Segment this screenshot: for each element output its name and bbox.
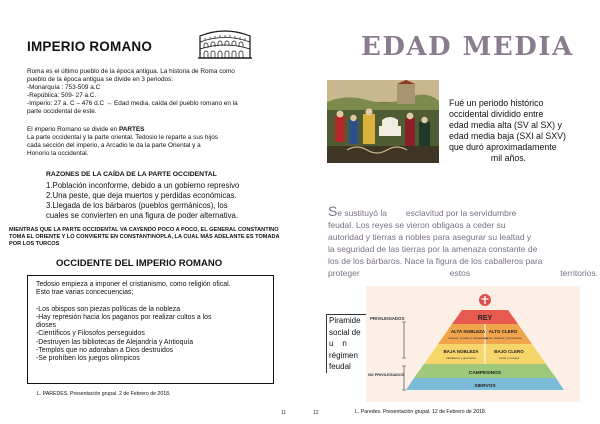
feudal-line bbox=[328, 205, 598, 219]
box-item: -Destruyen las bibliotecas de Alejandría y Antioquía bbox=[36, 338, 194, 346]
intro-line: -Imperio: 27 a. C – 476 d.C → Edad media, caída del pueblo romano en la bbox=[27, 100, 238, 107]
fue-line: Fué un periodo histórico bbox=[449, 98, 544, 108]
box-intro-line: Esto trae varias concecuencias; bbox=[36, 289, 134, 297]
razon-item: 1.Población inconforme, debido a un gobierno represivo bbox=[46, 181, 240, 190]
colosseum-illustration bbox=[196, 24, 254, 62]
intro-line: -República: 509- 27 a.C. bbox=[27, 92, 97, 99]
piramide-word: régimen bbox=[329, 350, 358, 360]
feudal-paragraph bbox=[328, 205, 598, 279]
razones-list bbox=[46, 181, 276, 221]
fue-line: mil años. bbox=[490, 153, 527, 163]
feudal-line: los de los bárbaros. Nace la figura de los caballeros para bbox=[328, 256, 543, 266]
medieval-painting bbox=[327, 80, 439, 163]
feudal-word: territorios. bbox=[560, 268, 598, 278]
piramide-word: feudal bbox=[329, 362, 351, 371]
razon-item: 2.Una peste, que deja muertos y perdidas económicas. bbox=[46, 191, 237, 200]
feudal-pyramid-diagram bbox=[366, 286, 580, 402]
edad-media-title: EDAD MEDIA bbox=[361, 32, 574, 62]
piramide-word: social de bbox=[329, 327, 361, 337]
intro-line: -Monarquía : 753-509 a.C bbox=[27, 84, 101, 91]
division-prefix: El imperio Romano se divide en bbox=[27, 126, 119, 133]
fue-paragraph bbox=[449, 98, 568, 164]
box-item: dioses bbox=[36, 322, 56, 330]
feudal-word: proteger bbox=[328, 268, 360, 278]
division-line: Honorio la occidental. bbox=[27, 150, 89, 157]
credit-right: L. Paredes. Presentación grupal. 12 de Febrero de 2018. bbox=[355, 409, 487, 415]
pyramid-baja-nobleza: BAJA NOBLEZA bbox=[443, 349, 479, 354]
piramide-caption bbox=[326, 314, 368, 373]
feudal-line: la seguridad de las tierras por la amenaza constante de bbox=[328, 244, 538, 254]
intro-line: parte occidental de este. bbox=[27, 108, 97, 115]
pyramid-alta-nobleza: ALTA NOBLEZA bbox=[450, 329, 486, 334]
cristianismo-box bbox=[27, 275, 274, 384]
razon-item: cuales se convierten en una figura de poder alternativa. bbox=[46, 211, 239, 220]
pyramid-bajo-clero-sub: curas y monjes bbox=[498, 356, 520, 360]
imperio-romano-title: IMPERIO ROMANO bbox=[27, 39, 153, 54]
credit-left: L. PAREDES. Presentación grupal. 2 de Febrero de 2018. bbox=[37, 391, 171, 397]
caps-line: POR LOS TURCOS bbox=[9, 241, 60, 247]
pyramid-alto-clero: ALTO CLERO bbox=[488, 329, 518, 334]
feudal-line: autoridad y tierras a nobles para asegurar su lealtad y bbox=[328, 232, 532, 242]
piramide-word: Piramide bbox=[329, 316, 361, 325]
pyramid-rey: REY bbox=[477, 315, 493, 322]
feudal-first-line: e sustituyó la esclavitud por la servidumbre bbox=[337, 208, 517, 218]
right-page bbox=[300, 0, 600, 424]
pyramid-campesinos: CAMPESINOS bbox=[468, 371, 502, 376]
feudal-dropcap: S bbox=[328, 203, 338, 219]
box-item: -Se prohíben los juegos olímpicos bbox=[36, 355, 140, 363]
piramide-word: u n bbox=[329, 339, 347, 348]
division-line bbox=[27, 126, 282, 134]
pyramid-alta-nobleza-sub: duques, condes y marqueses bbox=[448, 336, 488, 340]
pyramid-baja-nobleza-sub: caballeros y guerreros bbox=[446, 356, 476, 360]
constantino-note bbox=[9, 227, 292, 248]
pyramid-bajo-clero: BAJO CLERO bbox=[494, 349, 524, 354]
division-line: cada sección del imperio, a Arcadio le da la parte Oriental y a bbox=[27, 142, 201, 149]
fue-line: occidental dividido entre bbox=[449, 109, 544, 119]
division-line: La parte occidental y la parte oriental. Tedosio le reparte a sus hijos bbox=[27, 134, 219, 141]
box-intro-line: Tedosio empieza a imponer el cristianismo, como religión ofical. bbox=[36, 281, 231, 288]
box-item: -Hay represión hacia los paganos por realizar cultos a los bbox=[36, 313, 212, 321]
fue-line: edad media baja (SXI al SXV) bbox=[449, 131, 566, 141]
box-item: -Templos que no adoraban a Dios destruidos bbox=[36, 347, 174, 355]
razon-item: 3.Llegada de los bárbaros (pueblos germánicos), los bbox=[46, 201, 228, 210]
occidente-title: OCCIDENTE DEL IMPERIO ROMANO bbox=[56, 258, 223, 269]
feudal-line: feudal. Los reyes se vieron obligaos a ceder su bbox=[328, 220, 506, 230]
feudal-last-line bbox=[328, 267, 598, 279]
box-item: -Los obispos son piezas políticas de la nobleza bbox=[36, 305, 181, 313]
pyramid-no-privilegiados: NO PRIVILEGIADOS bbox=[368, 373, 405, 377]
feudal-word: estos bbox=[449, 268, 471, 278]
fue-line: que duró aproximadamente bbox=[449, 142, 557, 152]
fue-line: edad media alta (SV al SX) y bbox=[449, 120, 562, 130]
pyramid-alto-clero-sub: papas, obispos y arzobispos bbox=[484, 336, 522, 340]
imperio-division bbox=[27, 126, 282, 158]
box-item: -Científicos y Filosofos perseguidos bbox=[36, 330, 145, 338]
razones-title: RAZONES DE LA CAÍDA DE LA PARTE OCCIDENTAL bbox=[46, 171, 217, 178]
caps-line: TOMA EL ORIENTE Y LO CONVIERTE EN CONSTANTINOPLA, LA CUAL MÁS ADELANTE ES TOMADA bbox=[9, 234, 280, 240]
intro-line: pueblo de la época antigua se divide en 3 periodos: bbox=[27, 76, 174, 83]
pyramid-privilegiados: PRIVILEGIADOS bbox=[370, 316, 405, 321]
pyramid-siervos: SIERVOS bbox=[474, 384, 496, 389]
roma-intro bbox=[27, 68, 282, 116]
page-number-left: 11 bbox=[281, 410, 287, 416]
intro-line: Roma es el último pueblo de la época antigua. La historia de Roma como bbox=[27, 68, 235, 75]
caps-line: MIENTRAS QUE LA PARTE OCCIDENTAL VA CAYENDO POCO A POCO, EL GENERAL CONSTANTINO bbox=[9, 227, 279, 233]
division-bold: PARTES bbox=[119, 126, 145, 133]
page-number-right: 12 bbox=[313, 410, 319, 416]
